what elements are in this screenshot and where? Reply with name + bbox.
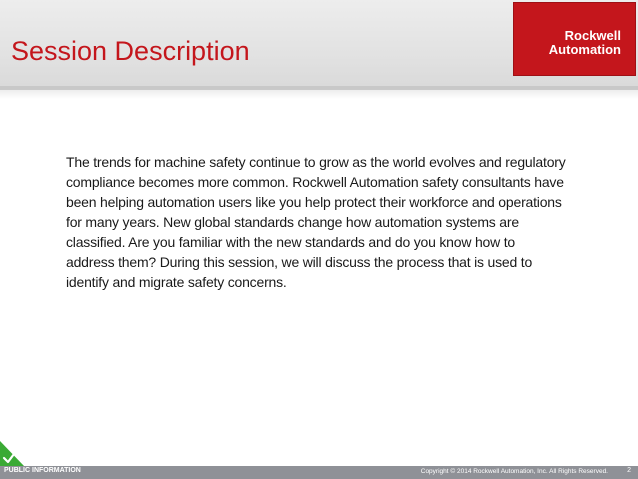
logo-wordmark xyxy=(549,29,621,57)
header-shadow xyxy=(0,89,638,99)
logo-line-2: Automation xyxy=(548,42,621,57)
logo-line-1: Rockwell xyxy=(564,28,621,43)
copyright-notice: Copyright © 2014 Rockwell Automation, Inc. All Rights Reserved. xyxy=(420,468,608,475)
page-number: 2 xyxy=(627,467,631,474)
session-description-text: The trends for machine safety continue to grow as the world evolves and regulatory compliance becomes more common. Rockwell Automation safety consultants have been helping automation users like you help protect their workforce and operations for many years. New global standards change how automation systems are classified. Are you familiar with the new standards and do you know how to address them? During this session, we will discuss the process that is used to identify and migrate safety concerns. xyxy=(66,154,566,290)
slide-title: Session Description xyxy=(11,36,250,66)
rockwell-automation-logo xyxy=(513,2,636,76)
classification-label: PUBLIC INFORMATION xyxy=(4,467,81,474)
public-information-badge xyxy=(0,441,24,466)
slide-footer xyxy=(0,466,638,479)
